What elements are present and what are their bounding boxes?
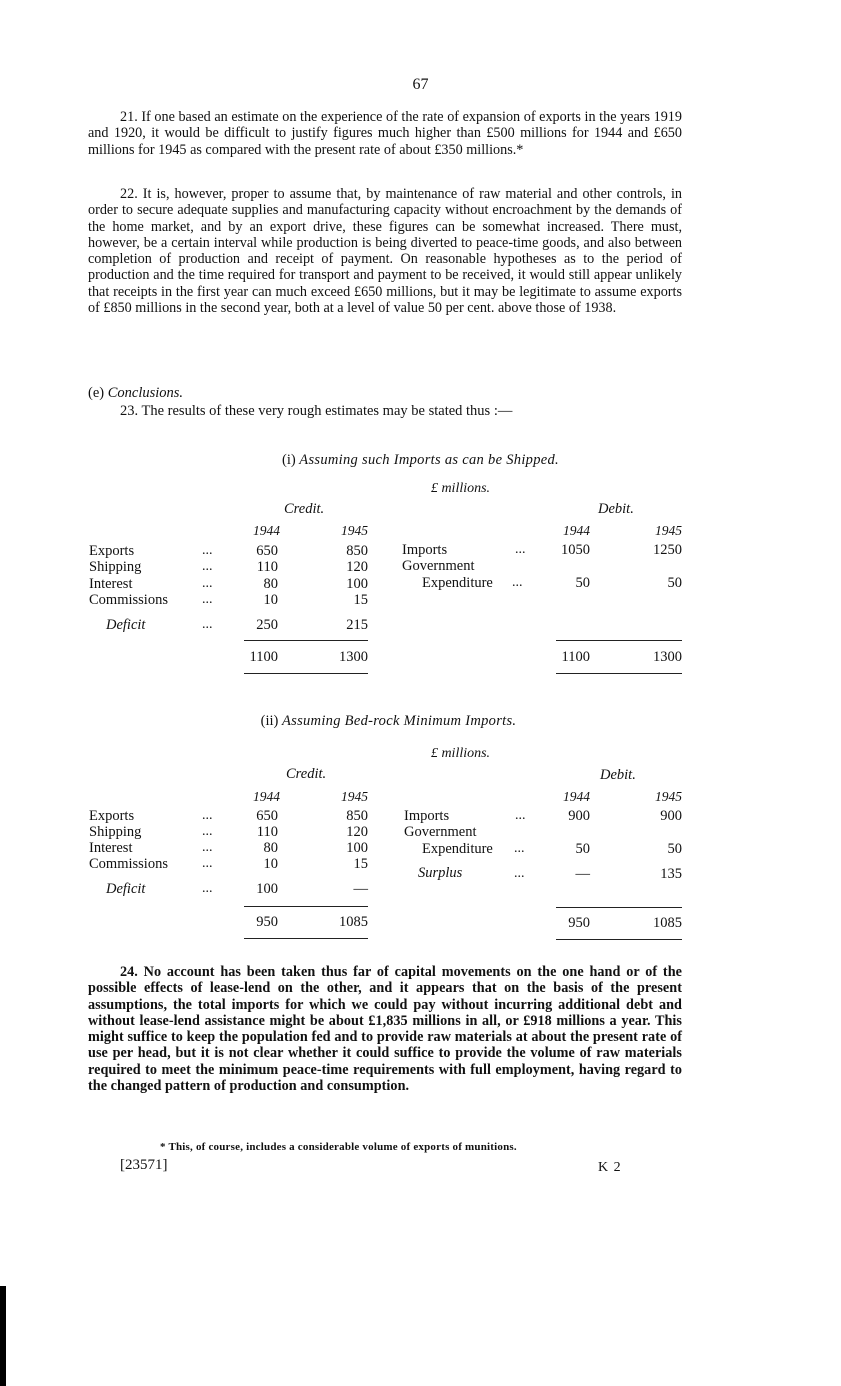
table-2-debit-label: Government: [404, 824, 477, 840]
table-2-credit-1944: 10: [263, 856, 278, 872]
table-2-debit-label: Expenditure: [422, 841, 493, 857]
table-2-debit-total-rule: [556, 939, 682, 940]
table-2-credit-1944: 80: [263, 840, 278, 856]
table-2-debit-label: Imports: [404, 808, 450, 824]
table-2-credit-1945: 850: [346, 808, 368, 824]
table-2-surplus-1944: —: [575, 866, 590, 882]
table-2-credit-sum-rule: [244, 906, 368, 907]
table-2-debit-total-1945: 1085: [653, 915, 682, 931]
table-1-debit-1945: 1250: [653, 542, 682, 558]
table-1-credit-year-1945: 1945: [341, 523, 368, 538]
table-1-leader-dots: ...: [202, 592, 213, 607]
table-1-credit-1944: 10: [263, 592, 278, 608]
table-1-credit-1944: 80: [263, 576, 278, 592]
table-2-credit-1944: 650: [256, 808, 278, 824]
table-2-credit-1945: 120: [346, 824, 368, 840]
paragraph-23-intro: 23. The results of these very rough estimates may be stated thus :—: [120, 403, 513, 419]
table-1-unit: £ millions.: [430, 481, 491, 496]
table-2-credit-label: Shipping: [89, 824, 142, 840]
table-2-credit-1944: 110: [256, 824, 278, 840]
table-2-leader-dots: ...: [202, 840, 213, 855]
table-2-debit-1945: 900: [660, 808, 682, 824]
table-1-credit-total-rule: [244, 673, 368, 674]
table-1-prefix: (i): [281, 452, 296, 468]
table-1-credit-header: Credit.: [284, 501, 325, 517]
table-2-leader-dots: ...: [202, 881, 213, 896]
table-1-debit-1944: 1050: [561, 542, 590, 558]
table-2-leader-dots: ...: [202, 808, 213, 823]
table-1-debit-label: Imports: [402, 542, 448, 558]
table-2-prefix: (ii): [260, 713, 279, 729]
table-1-debit-1944: 50: [575, 575, 590, 591]
paragraph-22: 22. It is, however, proper to assume that, by maintenance of raw material and other controls, in order to secure adequate supplies and manufacturing capacity without encroachment by the demands of the home market, and by an export drive, these figures can be somewhat increased. There must, however, be a certain interval while production is being diverted to peace-time goods, and also between completion of production and receipt of payment. On reasonable hypotheses as to the period of production and the time required for transport and payment to be received, it would still appear unlikely that receipts in the first year can much exceed £650 millions, but it may be legitimate to assume exports of £850 millions in the second year, both at a level of value 50 per cent. above those of 1938.: [88, 186, 682, 317]
table-1-credit-label: Exports: [89, 543, 135, 559]
table-2-debit-1944: 50: [575, 841, 590, 857]
table-1-credit-label: Shipping: [89, 559, 142, 575]
table-1-credit-sum-rule: [244, 640, 368, 641]
sheet-mark: K 2: [598, 1160, 622, 1175]
table-2-surplus-label: Surplus: [418, 865, 463, 881]
table-2-debit-total-1944: 950: [568, 915, 590, 931]
table-2-debit-1945: 50: [667, 841, 682, 857]
table-1-deficit-label: Deficit: [106, 617, 146, 633]
table-1-debit-total-1945: 1300: [653, 649, 682, 665]
section-heading: [88, 385, 183, 402]
table-2-credit-year-1945: 1945: [341, 789, 368, 804]
table-1-credit-total-1945: 1300: [339, 649, 368, 665]
table-2-leader-dots: ...: [202, 856, 213, 871]
table-2-debit-header: Debit.: [600, 767, 636, 783]
table-2-credit-1945: 15: [353, 856, 368, 872]
table-2-credit-year-1944: 1944: [253, 789, 280, 804]
table-1-credit-1945: 850: [346, 543, 368, 559]
document-reference: [23571]: [120, 1157, 168, 1173]
scan-margin-edge: [0, 1286, 6, 1386]
table-2-credit-label: Commissions: [89, 856, 168, 872]
table-2-title: [0, 713, 809, 730]
table-2-leader-dots: ...: [514, 841, 525, 856]
table-1-leader-dots: ...: [515, 542, 526, 557]
table-2-deficit-1945: —: [353, 881, 368, 897]
table-1-leader-dots: ...: [202, 559, 213, 574]
table-1-debit-label: Government: [402, 558, 475, 574]
table-2-credit-total-1944: 950: [256, 914, 278, 930]
table-2-leader-dots: ...: [514, 866, 525, 881]
footnote: * This, of course, includes a considerable volume of exports of munitions.: [160, 1141, 517, 1153]
table-1-debit-label: Expenditure: [422, 575, 493, 591]
table-2-debit-sum-rule: [556, 907, 682, 908]
table-2-credit-label: Interest: [89, 840, 133, 856]
table-1-credit-label: Interest: [89, 576, 133, 592]
table-1-credit-1944: 110: [256, 559, 278, 575]
table-2-heading: Assuming Bed-rock Minimum Imports.: [281, 713, 517, 729]
table-2-debit-year-1944: 1944: [563, 789, 590, 804]
table-1-debit-total-1944: 1100: [561, 649, 590, 665]
table-1-leader-dots: ...: [202, 576, 213, 591]
table-1-debit-total-rule: [556, 673, 682, 674]
table-2-credit-1945: 100: [346, 840, 368, 856]
paragraph-21: 21. If one based an estimate on the experience of the rate of expansion of exports in the years 1919 and 1920, it would be difficult to justify figures much higher than £500 millions for 1944 and £650 millions for 1945 as compared with the present rate of about £350 millions.*: [88, 109, 682, 158]
table-1-debit-year-1945: 1945: [655, 523, 682, 538]
table-1-credit-1945: 100: [346, 576, 368, 592]
section-label: (e): [88, 385, 105, 401]
table-1-title: [0, 452, 841, 469]
table-1-credit-total-1944: 1100: [249, 649, 278, 665]
table-2-leader-dots: ...: [202, 824, 213, 839]
table-2-debit-1944: 900: [568, 808, 590, 824]
table-1-deficit-1944: 250: [256, 617, 278, 633]
table-2-surplus-1945: 135: [660, 866, 682, 882]
table-1-debit-header: Debit.: [598, 501, 634, 517]
table-1-heading: Assuming such Imports as can be Shipped.: [299, 452, 559, 468]
table-1-leader-dots: ...: [202, 617, 213, 632]
table-1-credit-label: Commissions: [89, 592, 168, 608]
table-2-credit-label: Exports: [89, 808, 135, 824]
page-number: 67: [412, 76, 429, 93]
table-1-credit-1944: 650: [256, 543, 278, 559]
table-2-credit-total-rule: [244, 938, 368, 939]
table-2-credit-total-1945: 1085: [339, 914, 368, 930]
table-2-debit-year-1945: 1945: [655, 789, 682, 804]
table-2-unit: £ millions.: [430, 746, 491, 761]
table-1-debit-year-1944: 1944: [563, 523, 590, 538]
table-1-credit-1945: 120: [346, 559, 368, 575]
table-1-debit-1945: 50: [667, 575, 682, 591]
table-2-leader-dots: ...: [515, 808, 526, 823]
table-1-leader-dots: ...: [202, 543, 213, 558]
table-2-deficit-label: Deficit: [106, 881, 146, 897]
table-2-credit-header: Credit.: [286, 766, 327, 782]
table-1-debit-sum-rule: [556, 640, 682, 641]
table-2-deficit-1944: 100: [256, 881, 278, 897]
table-1-credit-year-1944: 1944: [253, 523, 280, 538]
paragraph-24: 24. No account has been taken thus far of capital movements on the one hand or of the possible effects of lease-lend on the other, and it appears that on the basis of the present assumptions, the total imports for which we could pay without incurring additional debt and without lease-lend assistance might be about £1,835 millions in all, or £918 millions a year. This might suffice to keep the population fed and to provide raw materials at about the present rate of use per head, but it is not clear whether it could suffice to provide the volume of raw materials required to meet the minimum peace-time requirements with full employment, having regard to the changed pattern of production and consumption.: [88, 964, 682, 1095]
section-title: Conclusions.: [107, 385, 184, 401]
table-1-deficit-1945: 215: [346, 617, 368, 633]
table-1-credit-1945: 15: [353, 592, 368, 608]
table-1-leader-dots: ...: [512, 575, 523, 590]
